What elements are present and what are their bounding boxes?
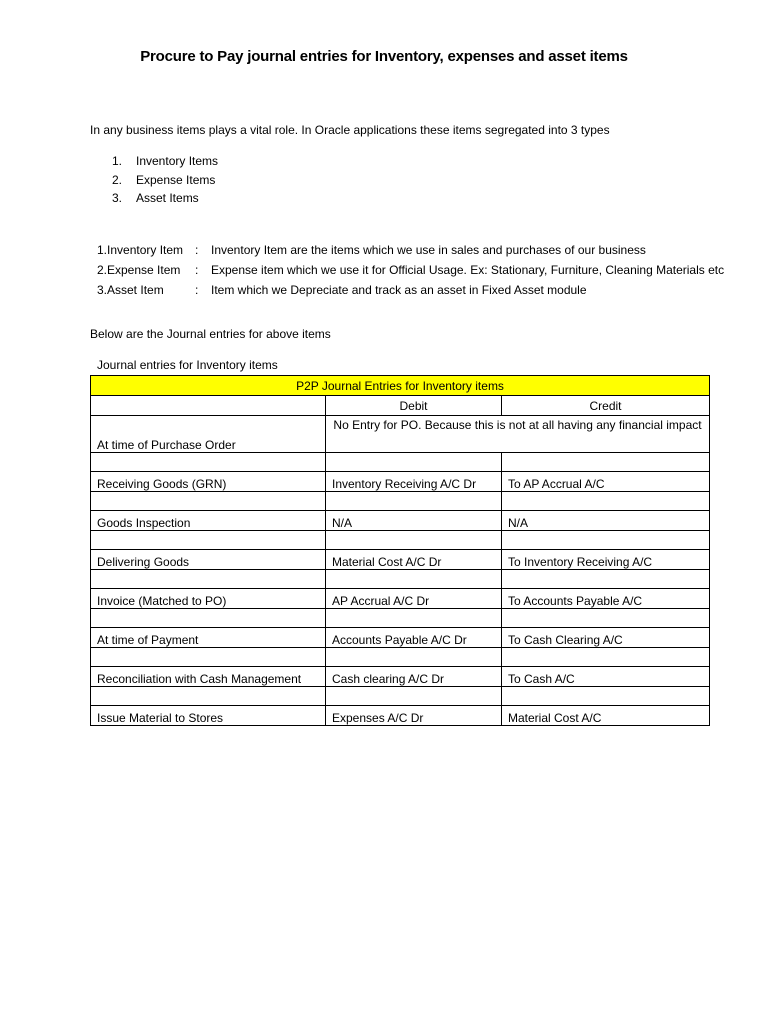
definition-row — [97, 280, 724, 300]
journal-entries-table — [90, 375, 710, 726]
event-cell: Invoice (Matched to PO) — [91, 589, 326, 609]
event-cell: At time of Purchase Order — [91, 416, 326, 453]
list-item-label: Inventory Items — [136, 154, 219, 168]
table-title: P2P Journal Entries for Inventory items — [91, 376, 710, 396]
event-cell: At time of Payment — [91, 628, 326, 648]
table-row — [91, 706, 710, 726]
debit-cell: Inventory Receiving A/C Dr — [326, 472, 502, 492]
definition-separator: : — [195, 263, 199, 277]
event-cell: Receiving Goods (GRN) — [91, 472, 326, 492]
event-cell: Reconciliation with Cash Management — [91, 667, 326, 687]
spacer-row — [91, 687, 710, 706]
definition-row — [97, 240, 724, 260]
table-row — [91, 416, 710, 453]
definition-text: Item which we Depreciate and track as an asset in Fixed Asset module — [211, 283, 587, 297]
list-number: 1. — [112, 154, 123, 168]
definition-text: Expense item which we use it for Official Usage. Ex: Stationary, Furniture, Cleaning Materials etc — [211, 263, 725, 277]
debit-header: Debit — [326, 396, 502, 416]
debit-cell: N/A — [326, 511, 502, 531]
below-text: Below are the Journal entries for above items — [90, 327, 331, 341]
table-row — [91, 472, 710, 492]
spacer-row — [91, 531, 710, 550]
item-definitions — [97, 240, 724, 300]
list-item — [112, 189, 218, 208]
journal-section-title: Journal entries for Inventory items — [97, 358, 278, 372]
po-note-cell: No Entry for PO. Because this is not at all having any financial impact — [326, 416, 710, 453]
event-cell: Delivering Goods — [91, 550, 326, 570]
item-types-list — [112, 152, 218, 208]
list-item — [112, 171, 218, 190]
table-row — [91, 550, 710, 570]
credit-cell: To Inventory Receiving A/C — [502, 550, 710, 570]
table-row — [91, 589, 710, 609]
credit-cell: To Cash A/C — [502, 667, 710, 687]
event-cell: Goods Inspection — [91, 511, 326, 531]
debit-cell: Cash clearing A/C Dr — [326, 667, 502, 687]
intro-paragraph: In any business items plays a vital role. In Oracle applications these items segregated into 3 types — [90, 123, 610, 137]
credit-cell: To Accounts Payable A/C — [502, 589, 710, 609]
list-item-label: Asset Items — [136, 191, 199, 205]
definition-label: 2.Expense Item — [97, 263, 181, 277]
definition-row — [97, 260, 724, 280]
definition-separator: : — [195, 243, 199, 257]
spacer-row — [91, 609, 710, 628]
table-header-blank — [91, 396, 326, 416]
debit-cell: Material Cost A/C Dr — [326, 550, 502, 570]
definition-label: 3.Asset Item — [97, 283, 164, 297]
list-number: 3. — [112, 191, 123, 205]
list-item-label: Expense Items — [136, 172, 216, 187]
definition-separator: : — [195, 283, 199, 297]
debit-cell: Expenses A/C Dr — [326, 706, 502, 726]
definition-text: Inventory Item are the items which we use in sales and purchases of our business — [211, 243, 646, 257]
credit-cell: To Cash Clearing A/C — [502, 628, 710, 648]
credit-cell: To AP Accrual A/C — [502, 472, 710, 492]
spacer-row — [91, 648, 710, 667]
list-item — [112, 152, 218, 171]
definition-label: 1.Inventory Item — [97, 243, 184, 257]
debit-cell: AP Accrual A/C Dr — [326, 589, 502, 609]
credit-header: Credit — [502, 396, 710, 416]
credit-cell: N/A — [502, 511, 710, 531]
spacer-row — [91, 492, 710, 511]
event-cell: Issue Material to Stores — [91, 706, 326, 726]
table-row — [91, 511, 710, 531]
spacer-row — [91, 453, 710, 472]
spacer-row — [91, 570, 710, 589]
debit-cell: Accounts Payable A/C Dr — [326, 628, 502, 648]
table-row — [91, 628, 710, 648]
list-number: 2. — [112, 172, 123, 187]
credit-cell: Material Cost A/C — [502, 706, 710, 726]
document-title: Procure to Pay journal entries for Inventory, expenses and asset items — [140, 48, 628, 65]
table-row — [91, 667, 710, 687]
